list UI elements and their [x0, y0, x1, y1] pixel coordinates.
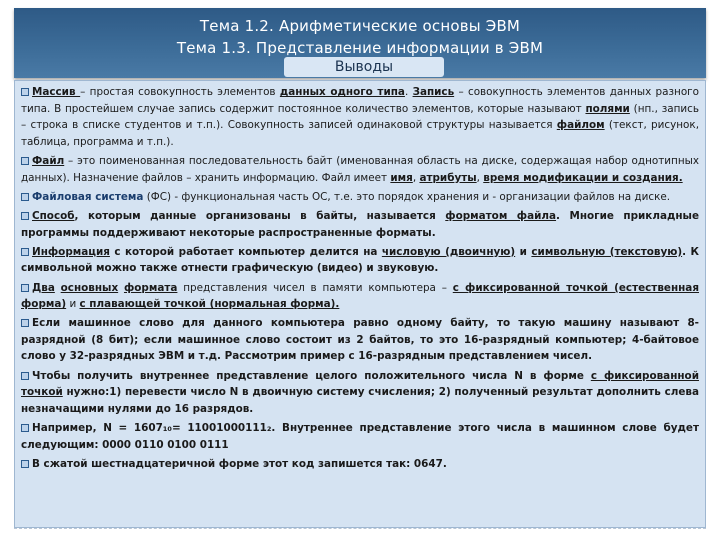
text-segment: Если машинное слово для данного компьютера равно одному байту, то такую машину называют 8-разрядной (8 бит); если машинное слово состоит из 2 байтов, то это 16-разрядный компьютер; 4-байтовое слово у 32-разрядных ЭВМ и т.д. Рассмотрим пример с 16-разрядным представлением чисел. — [21, 317, 699, 363]
checkbox-bullet-icon — [21, 460, 29, 468]
title-bar — [14, 8, 706, 78]
bullet-paragraph — [21, 368, 699, 418]
text-segment: полями — [585, 102, 630, 115]
title-line-2: Тема 1.3. Представление информации в ЭВМ — [176, 39, 544, 57]
text-segment: (нп., запись – строка в списке студентов и т.п.). Совокупность записей одинаковой структуры называется — [21, 102, 699, 132]
bullet-paragraph — [21, 456, 699, 473]
bullet-paragraph — [21, 244, 699, 277]
bullet-paragraph — [21, 280, 699, 313]
text-segment: и — [515, 245, 532, 258]
bottom-divider — [14, 528, 706, 529]
checkbox-bullet-icon — [21, 248, 29, 256]
text-segment: , — [476, 171, 484, 184]
text-segment: символьную (текстовую) — [531, 245, 683, 258]
text-segment: . — [404, 86, 413, 98]
checkbox-bullet-icon — [21, 424, 29, 432]
text-segment: Информация — [32, 245, 110, 258]
checkbox-bullet-icon — [21, 372, 29, 380]
bullet-paragraph — [21, 189, 699, 206]
text-segment: , — [412, 171, 420, 184]
checkbox-bullet-icon — [21, 319, 29, 327]
text-segment: Запись — [412, 86, 455, 98]
text-segment: Файл — [32, 154, 65, 167]
checkbox-bullet-icon — [21, 193, 29, 201]
bullet-paragraph — [21, 420, 699, 453]
text-segment: атрибуты — [419, 171, 477, 184]
text-segment: . К символьной можно также отнести графическую (видео) и звуковую. — [21, 245, 700, 275]
text-segment: . Многие прикладные программы поддерживают некоторые распространенные форматы. — [21, 209, 699, 239]
text-segment: – совокупность элементов данных разного типа. В простейшем случае запись содержит постоянное количество элементов, которые называют — [21, 86, 699, 115]
text-segment: Способ — [32, 209, 75, 222]
text-segment: В сжатой шестнадцатеричной форме этот код запишется так: 0647. — [32, 457, 447, 470]
text-segment: числовую (двоичную) — [381, 245, 516, 258]
text-segment: представления чисел в памяти компьютера – — [177, 281, 453, 294]
bullet-paragraph — [21, 315, 699, 365]
text-segment: с которой работает компьютер делится на — [109, 245, 382, 258]
bullet-paragraph — [21, 84, 699, 150]
checkbox-bullet-icon — [21, 284, 29, 292]
text-segment: формата — [123, 281, 178, 294]
content-box — [14, 80, 706, 528]
text-segment: имя — [390, 171, 413, 184]
text-segment: Например, N = 1607₁₀= 11001000111₂. Внутреннее представление этого числа в машинном слове будет следующим: 0000 0110 0100 0111 — [21, 422, 699, 451]
text-segment: Файловая система — [32, 190, 144, 203]
text-segment: Два — [32, 281, 55, 294]
text-segment: (текст, рисунок, таблица, программа и т.п.). — [21, 119, 699, 148]
checkbox-bullet-icon — [21, 157, 29, 165]
text-segment: форматом файла — [445, 209, 557, 222]
text-segment: (ФС) - функциональная часть ОС, т.е. это порядок хранения и - организации файлов на диске. — [143, 190, 671, 203]
text-segment: основных — [60, 281, 119, 294]
text-segment: время модификации и создания. — [483, 171, 683, 184]
checkbox-bullet-icon — [21, 88, 29, 96]
text-segment: с плавающей точкой (нормальная форма). — [79, 298, 340, 311]
text-segment: с фиксированной точкой (естественная форма) — [21, 281, 699, 311]
text-segment: файлом — [556, 119, 605, 132]
bullet-paragraph — [21, 153, 699, 186]
text-segment: данных одного типа — [279, 86, 405, 98]
text-segment: – это поименованная последовательность байт (именованная область на диске, содержащая набор однотипных данных). Назначение файлов – хранить информацию. Файл имеет — [21, 154, 699, 184]
bullet-paragraph — [21, 208, 699, 241]
title-line-1: Тема 1.2. Арифметические основы ЭВМ — [199, 17, 521, 35]
text-segment: нужно:1) перевести число N в двоичную систему счисления; 2) полученный результат дополнить слева незначащими нулями до 16 разрядов. — [21, 386, 699, 415]
subtitle-badge: Выводы — [284, 57, 444, 77]
text-segment: Чтобы получить внутреннее представление целого положительного числа N в форме — [32, 369, 591, 382]
text-segment: и — [66, 298, 80, 311]
text-segment: – простая совокупность элементов — [80, 86, 280, 98]
text-segment: Массив — [32, 86, 81, 98]
checkbox-bullet-icon — [21, 212, 29, 220]
text-segment: , которым данные организованы в байты, называется — [74, 209, 446, 222]
text-segment: с фиксированной точкой — [21, 369, 699, 399]
